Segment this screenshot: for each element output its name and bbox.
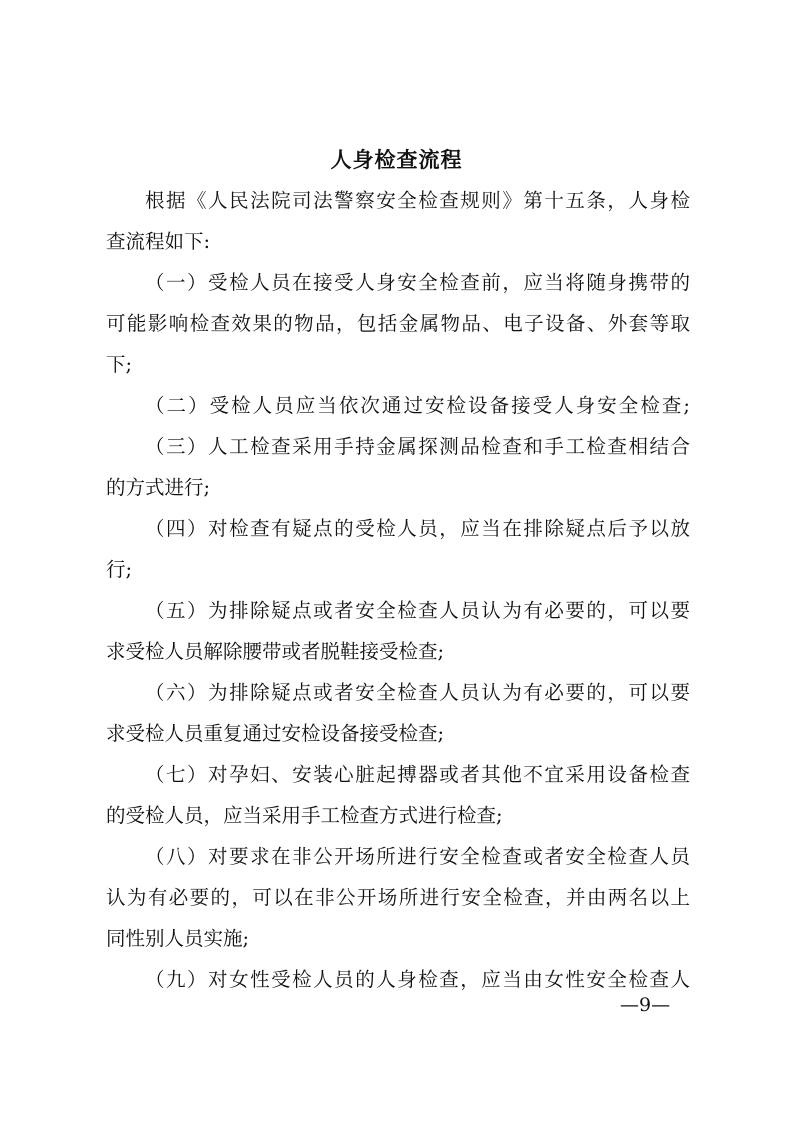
text-line: 求受检人员重复通过安检设备接受检查; (106, 722, 445, 745)
text-line: 查流程如下: (106, 230, 211, 253)
document-title: 人身检查流程 (330, 148, 463, 172)
text-line: （五）为排除疑点或者安全检查人员认为有必要的，可以要 (145, 599, 690, 622)
text-line: （八）对要求在非公开场所进行安全检查或者安全检查人员 (145, 845, 690, 868)
text-line: （六）为排除疑点或者安全检查人员认为有必要的，可以要 (145, 681, 690, 704)
text-line: 的受检人员，应当采用手工检查方式进行检查; (106, 804, 503, 827)
text-line: （四）对检查有疑点的受检人员，应当在排除疑点后予以放 (145, 517, 690, 540)
text-line: 行; (106, 558, 133, 581)
page-number: —9— (620, 994, 671, 1016)
text-line: （三）人工检查采用手持金属探测品检查和手工检查相结合 (145, 435, 690, 458)
text-line: （二）受检人员应当依次通过安检设备接受人身安全检查; (145, 394, 690, 417)
text-line: 可能影响检查效果的物品，包括金属物品、电子设备、外套等取 (106, 312, 690, 335)
text-line: 根据《人民法院司法警察安全检查规则》第十五条，人身检 (145, 189, 690, 212)
text-line: 同性别人员实施; (106, 927, 250, 950)
text-line: 认为有必要的，可以在非公开场所进行安全检查，并由两名以上 (106, 886, 690, 909)
text-line: 求受检人员解除腰带或者脱鞋接受检查; (106, 640, 445, 663)
text-line: 的方式进行; (106, 476, 211, 499)
text-line: （一）受检人员在接受人身安全检查前，应当将随身携带的 (145, 271, 690, 294)
text-line: （七）对孕妇、安装心脏起搏器或者其他不宜采用设备检查 (145, 763, 690, 786)
text-line: （九）对女性受检人员的人身检查，应当由女性安全检查人 (145, 968, 690, 991)
text-line: 下; (106, 353, 133, 376)
